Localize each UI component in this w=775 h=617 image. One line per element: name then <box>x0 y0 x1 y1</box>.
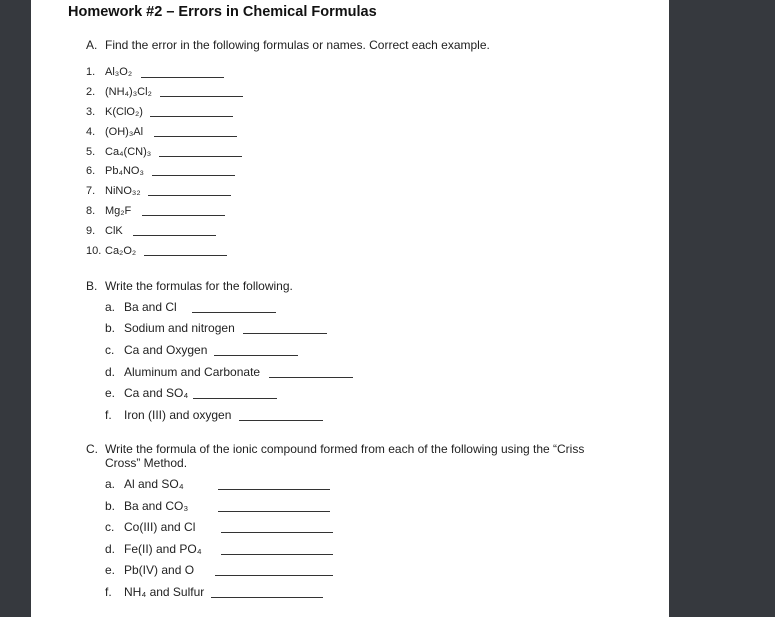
item-letter: b. <box>105 499 116 513</box>
section-c-item-d <box>105 542 202 556</box>
item-text: Fe(II) and PO₄ <box>124 542 202 556</box>
item-letter: a. <box>105 300 116 314</box>
item-text: Ba and CO₃ <box>124 499 189 513</box>
section-a-item-3 <box>86 105 143 119</box>
section-a-letter: A. <box>86 38 98 52</box>
section-a-item-5 <box>86 145 151 159</box>
document-page <box>31 0 669 617</box>
section-c-item-f <box>105 585 204 599</box>
answer-blank-a1[interactable] <box>141 77 224 78</box>
answer-blank-b-b[interactable] <box>243 333 327 334</box>
section-b-heading <box>86 279 293 293</box>
answer-blank-a4[interactable] <box>154 136 237 137</box>
section-c-item-c <box>105 520 195 534</box>
item-text: Iron (III) and oxygen <box>124 408 232 422</box>
answer-blank-b-d[interactable] <box>269 377 353 378</box>
item-number: 7. <box>86 185 96 197</box>
answer-blank-c-d[interactable] <box>221 554 333 555</box>
item-number: 3. <box>86 106 96 118</box>
answer-blank-c-c[interactable] <box>221 532 333 533</box>
answer-blank-a2[interactable] <box>160 96 243 97</box>
item-letter: c. <box>105 520 115 534</box>
answer-blank-a6[interactable] <box>152 175 235 176</box>
answer-blank-a3[interactable] <box>150 116 233 117</box>
item-letter: d. <box>105 365 116 379</box>
section-b-item-d <box>105 365 260 379</box>
answer-blank-c-a[interactable] <box>218 489 330 490</box>
page-title: Homework #2 – Errors in Chemical Formulas <box>68 4 377 20</box>
item-letter: c. <box>105 343 115 357</box>
section-c-item-e <box>105 563 194 577</box>
section-b-item-c <box>105 343 207 357</box>
section-a-item-1 <box>86 65 132 79</box>
answer-blank-a9[interactable] <box>133 235 216 236</box>
item-letter: d. <box>105 542 116 556</box>
answer-blank-a7[interactable] <box>148 195 231 196</box>
item-text: Al and SO₄ <box>124 477 184 491</box>
item-number: 8. <box>86 205 96 217</box>
section-a-item-10 <box>86 244 136 258</box>
item-number: 2. <box>86 86 96 98</box>
section-a-instruction: Find the error in the following formulas or names. Correct each example. <box>105 38 490 52</box>
item-formula: Ca₄(CN)₃ <box>105 146 152 158</box>
answer-blank-a5[interactable] <box>159 156 242 157</box>
answer-blank-c-e[interactable] <box>215 575 333 576</box>
section-a-heading <box>86 38 490 52</box>
item-text: NH₄ and Sulfur <box>124 585 205 599</box>
section-b-letter: B. <box>86 279 98 293</box>
answer-blank-b-a[interactable] <box>192 312 276 313</box>
section-c-instruction: Write the formula of the ionic compound formed from each of the following using the “Criss Cross” Method. <box>105 442 585 470</box>
item-letter: a. <box>105 477 116 491</box>
section-a-item-9 <box>86 224 123 238</box>
section-b-item-b <box>105 321 235 335</box>
item-formula: Pb₄NO₃ <box>105 165 144 177</box>
item-number: 9. <box>86 225 96 237</box>
item-text: Pb(IV) and O <box>124 563 195 577</box>
answer-blank-a8[interactable] <box>142 215 225 216</box>
answer-blank-b-c[interactable] <box>214 355 298 356</box>
item-text: Ca and SO₄ <box>124 386 189 400</box>
item-formula: ClK <box>105 225 123 237</box>
section-a-item-4 <box>86 125 143 139</box>
item-letter: f. <box>105 408 112 422</box>
item-letter: b. <box>105 321 116 335</box>
item-letter: e. <box>105 563 116 577</box>
item-number: 1. <box>86 66 96 78</box>
section-c-item-a <box>105 477 184 491</box>
section-c-letter: C. <box>86 442 98 456</box>
section-a-item-6 <box>86 164 144 178</box>
section-b-item-e <box>105 386 188 400</box>
section-a-item-7 <box>86 184 141 198</box>
item-formula: K(ClO₂) <box>105 106 143 118</box>
answer-blank-a10[interactable] <box>144 255 227 256</box>
item-formula: Ca₂O₂ <box>105 245 137 257</box>
section-b-item-a <box>105 300 177 314</box>
item-number: 5. <box>86 146 96 158</box>
section-b-item-f <box>105 408 231 422</box>
item-number: 4. <box>86 126 96 138</box>
answer-blank-b-f[interactable] <box>239 420 323 421</box>
item-number: 10. <box>86 245 102 257</box>
item-text: Ba and Cl <box>124 300 177 314</box>
item-letter: e. <box>105 386 116 400</box>
section-a-item-2 <box>86 85 152 99</box>
item-text: Co(III) and Cl <box>124 520 196 534</box>
item-formula: Al₃O₂ <box>105 66 133 78</box>
item-formula: Mg₂F <box>105 205 132 217</box>
section-c-heading <box>86 442 621 470</box>
section-a-item-8 <box>86 204 131 218</box>
section-b-instruction: Write the formulas for the following. <box>105 279 293 293</box>
item-text: Sodium and nitrogen <box>124 321 235 335</box>
item-number: 6. <box>86 165 96 177</box>
answer-blank-b-e[interactable] <box>193 398 277 399</box>
item-text: Aluminum and Carbonate <box>124 365 261 379</box>
item-formula: (OH)₃Al <box>105 126 144 138</box>
item-text: Ca and Oxygen <box>124 343 208 357</box>
item-letter: f. <box>105 585 112 599</box>
answer-blank-c-f[interactable] <box>211 597 323 598</box>
item-formula: NiNO₃₂ <box>105 185 141 197</box>
section-c-item-b <box>105 499 188 513</box>
item-formula: (NH₄)₃Cl₂ <box>105 86 152 98</box>
answer-blank-c-b[interactable] <box>218 511 330 512</box>
